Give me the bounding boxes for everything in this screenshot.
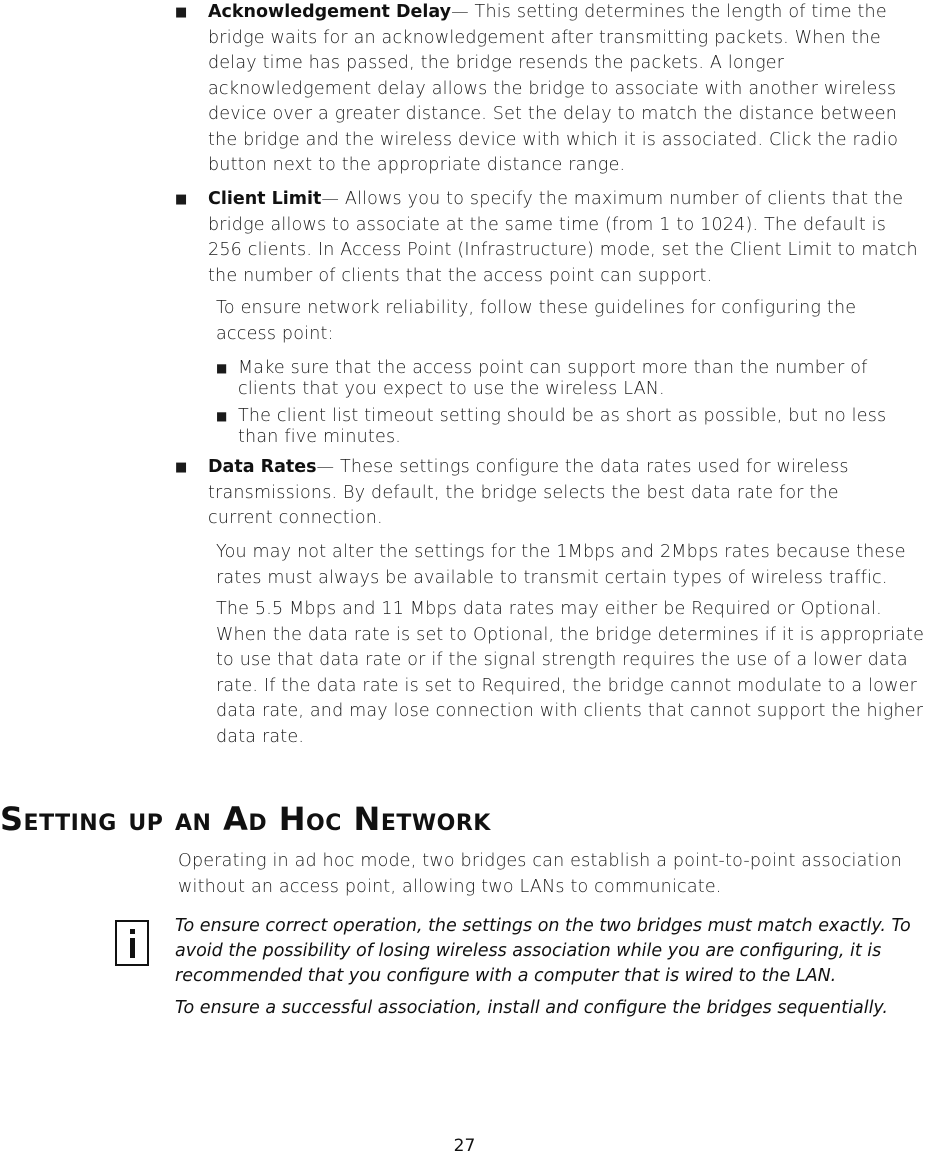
data-rates-description: — These settings configure the data rates used for wireless transmissions. By default, the bridge selects the best data rate for the current connection. xyxy=(208,457,849,528)
info-icon xyxy=(115,920,149,966)
note-text-secondary: To ensure a successful association, install and configure the bridges sequentially. xyxy=(175,998,888,1018)
bullet-marker: ■ xyxy=(175,192,188,207)
bullet-marker: ■ xyxy=(175,460,188,475)
data-rates-paragraph-1: You may not alter the settings for the 1Mbps and 2Mbps rates because these rates must always be available to transmit certain types of wireless traffic. xyxy=(216,542,906,588)
term-data-rates: Data Rates xyxy=(208,457,317,477)
bullet-data-rates xyxy=(175,455,875,532)
bullet-marker: ■ xyxy=(175,5,188,20)
data-rates-paragraph-2: The 5.5 Mbps and 11 Mbps data rates may either be Required or Optional. When the data rate is set to Optional, the bridge determines if it is appropriate to use that data rate or if the signal strength requires the use of a lower data rate. If the data rate is set to Required, the bridge cannot modulate to a lower data rate, and may lose connection with clients that cannot support the higher data rate. xyxy=(216,599,925,747)
section-title: Setting up an Ad Hoc Network xyxy=(0,800,491,838)
guideline-item xyxy=(216,358,916,400)
bullet-acknowledgement-delay xyxy=(175,0,925,179)
term-acknowledgement-delay: Acknowledgement Delay xyxy=(208,2,452,22)
guideline-item xyxy=(216,406,916,448)
bullet-client-limit xyxy=(175,187,925,289)
guidelines-intro: To ensure network reliability, follow these guidelines for configuring the access point: xyxy=(216,298,857,344)
sub-bullet-marker: ■ xyxy=(216,409,228,423)
term-client-limit: Client Limit xyxy=(208,189,322,209)
client-limit-description: — Allows you to specify the maximum number of clients that the bridge allows to associate at the same time (from 1 to 1024). The default is 256 clients. In Access Point (Infrastructure) mode, set the Client Limit to match the number of clients that the access point can support. xyxy=(208,189,918,286)
note-text: To ensure correct operation, the settings on the two bridges must match exactly. To avoid the possibility of losing wireless association while you are configuring, it is recommended that you configure with a computer that is wired to the LAN. xyxy=(175,916,911,986)
guideline-text: Make sure that the access point can support more than the number of clients that you expect to use the wireless LAN. xyxy=(238,358,868,399)
guideline-text: The client list timeout setting should be as short as possible, but no less than five minutes. xyxy=(238,406,887,447)
section-intro: Operating in ad hoc mode, two bridges can establish a point-to-point association without an access point, allowing two LANs to communicate. xyxy=(178,851,902,897)
page-number: 27 xyxy=(453,1136,476,1156)
acknowledgement-delay-description: — This setting determines the length of time the bridge waits for an acknowledgement after transmitting packets. When the delay time has passed, the bridge resends the packets. A longer acknowledgement delay allows the bridge to associate with another wireless device over a greater distance. Set the delay to match the distance between the bridge and the wireless device with which it is associated. Click the radio button next to the appropriate distance range. xyxy=(208,2,899,175)
sub-bullet-marker: ■ xyxy=(216,361,228,375)
